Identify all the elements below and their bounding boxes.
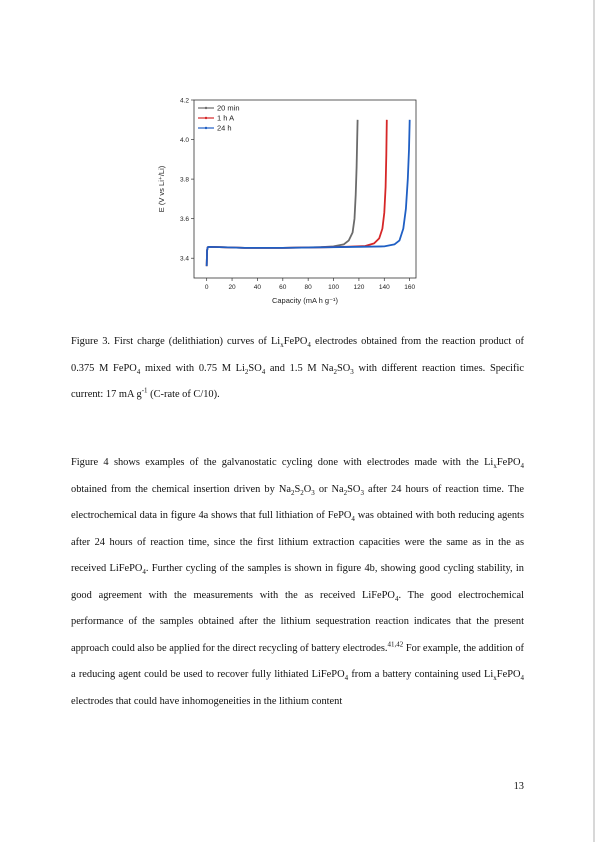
legend-label: 1 h A	[217, 113, 235, 123]
series-line-24-h	[207, 120, 410, 266]
legend-label: 24 h	[217, 123, 232, 133]
x-tick-label: 140	[378, 284, 390, 291]
x-axis-label: Capacity (mA h g⁻¹)	[271, 296, 339, 305]
x-tick-label: 0	[204, 284, 209, 291]
x-tick-label: 120	[353, 284, 365, 291]
figure-caption: Figure 3. First charge (delithiation) curves of $Li_xFePO_4$ electrodes obtained from the reaction product of 0.375 M FePO$_4$ mixed with 0.75 M $Li_2SO_4$ and 1.5 M $Na_2SO_3$ with different reaction times. Specific current: 17 mA $g^{-1}$ (C-rate of C/10).	[71, 336, 524, 400]
x-tick-label: 160	[404, 284, 416, 291]
y-tick-label: 3.4	[179, 255, 189, 263]
legend-marker	[205, 117, 207, 119]
series-line-1-h-a	[207, 120, 387, 266]
series-line-20-min	[207, 120, 358, 266]
body-paragraph: Figure 4 shows examples of the galvanostatic cycling done with electrodes made with the $Li_xFePO_4$ obtained from the chemical insertion driven by $Na_2S_2O_3$ or $Na_2SO_3$ after 24 hours of reaction time. The electrochemical data in figure 4a shows that full lithiation of FePO$_4$ was obtained with both reducing agents after 24 hours of reaction time, since the first lithium extraction capacities were the same as in the as received LiFePO$_4$. Further cycling of the samples is shown in figure 4b, showing good cycling stability, in good agreement with the measurements with the as received LiFePO$_4$. The good electrochemical performance of the samples obtained after the lithium sequestration reaction indicates that the present approach could also be applied for the direct recycling of battery electrodes.$^{41,42}$ For example, the addition of a reducing agent could be used to recover fully lithiated LiFePO$_4$ from a battery containing used $Li_xFePO_4$ electrodes that could have inhomogeneities in the lithium content	[71, 457, 525, 707]
x-tick-label: 20	[228, 284, 236, 291]
legend-marker	[205, 107, 207, 109]
x-tick-label: 80	[304, 284, 312, 291]
x-tick-label: 100	[328, 284, 339, 291]
legend-marker	[205, 127, 207, 129]
y-tick-label: 4.2	[179, 97, 189, 105]
y-tick-label: 3.8	[179, 176, 189, 184]
x-tick-label: 40	[253, 284, 262, 291]
charge-curves-chart	[150, 88, 430, 320]
y-tick-label: 3.6	[179, 215, 189, 223]
legend-label: 20 min	[217, 103, 240, 113]
y-axis-label: E (V vs Li⁺/Li)	[157, 165, 166, 213]
y-tick-label: 4.0	[179, 136, 189, 144]
x-tick-label: 60	[279, 284, 287, 291]
page-number: 13	[513, 781, 524, 792]
